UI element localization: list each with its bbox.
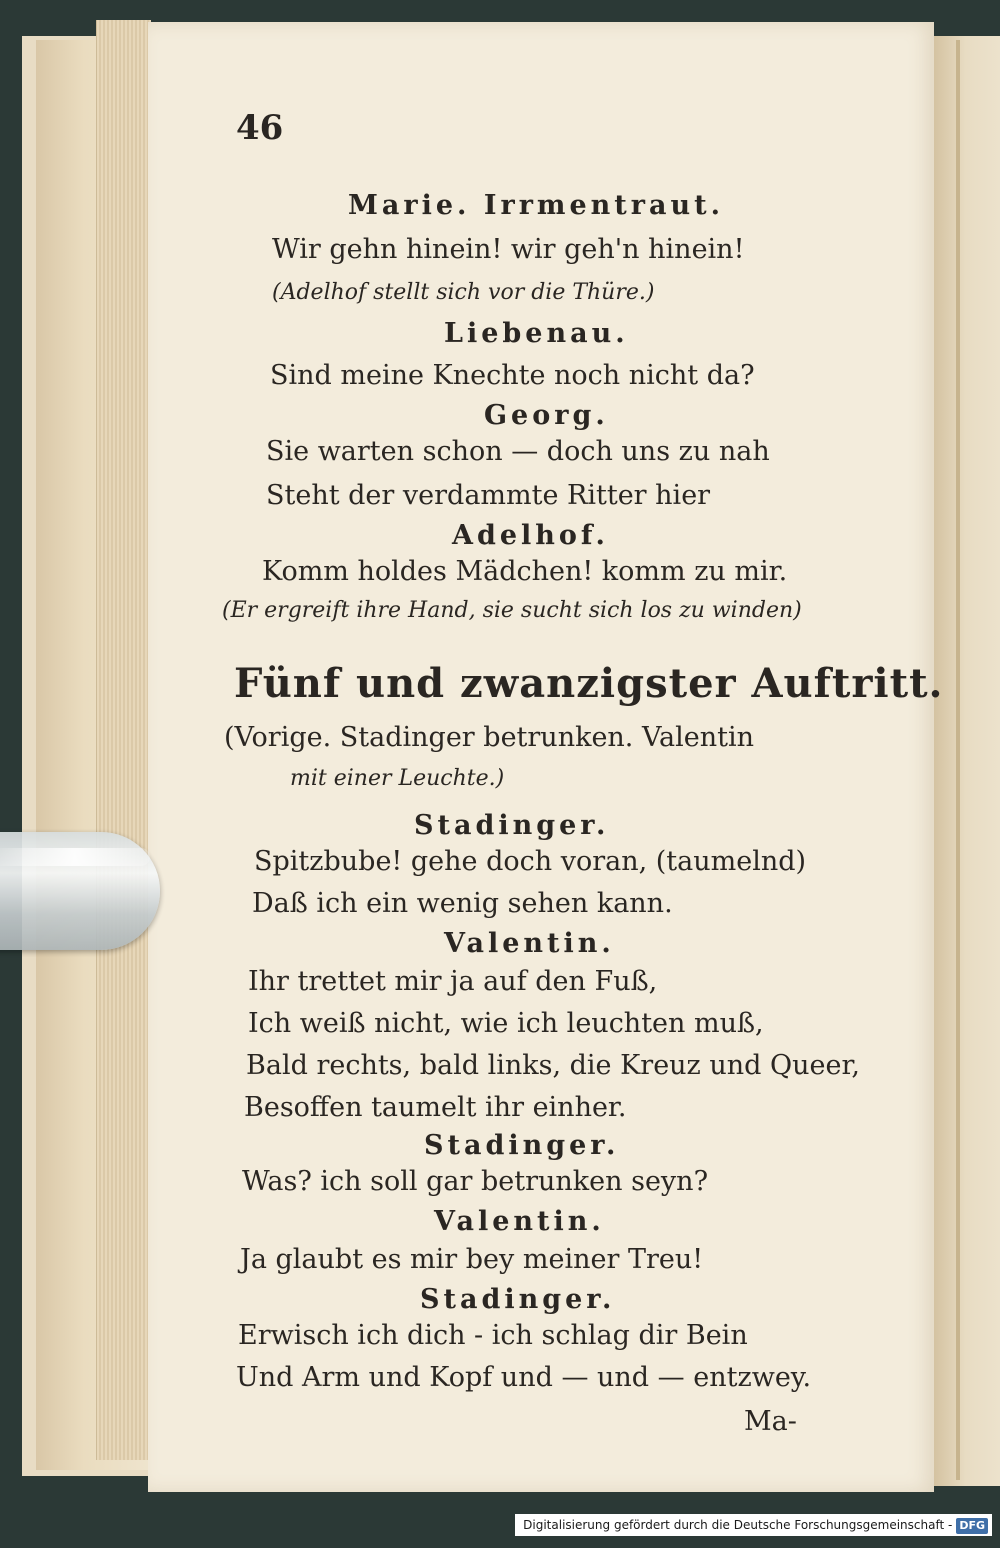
verse-line: Ihr trettet mir ja auf den Fuß, xyxy=(248,966,658,997)
speaker-stadinger: Stadinger. xyxy=(424,1130,620,1161)
page-gutter xyxy=(956,40,960,1480)
verse-line: Daß ich ein wenig sehen kann. xyxy=(252,888,673,919)
verse-line: Wir gehn hinein! wir geh'n hinein! xyxy=(272,234,745,265)
speaker-georg: Georg. xyxy=(484,400,609,431)
page-clip-highlight xyxy=(0,848,150,866)
speaker-stadinger: Stadinger. xyxy=(414,810,610,841)
verse-line: Bald rechts, bald links, die Kreuz und Queer, xyxy=(246,1050,861,1081)
page-stack xyxy=(96,20,151,1460)
speaker-valentin: Valentin. xyxy=(444,928,615,959)
page-number: 46 xyxy=(236,108,284,148)
speaker-valentin: Valentin. xyxy=(434,1206,605,1237)
speaker-stadinger: Stadinger. xyxy=(420,1284,616,1315)
verse-line: Erwisch ich dich - ich schlag dir Bein xyxy=(238,1320,748,1351)
stage-direction: mit einer Leuchte.) xyxy=(290,766,505,791)
verse-line: Komm holdes Mädchen! komm zu mir. xyxy=(262,556,788,587)
verse-line: Sie warten schon — doch uns zu nah xyxy=(266,436,770,467)
catchword: Ma- xyxy=(744,1406,797,1437)
stage-direction: (Er ergreift ihre Hand, sie sucht sich los zu winden) xyxy=(222,598,802,623)
verse-line: Was? ich soll gar betrunken seyn? xyxy=(242,1166,709,1197)
credit-text: Digitalisierung gefördert durch die Deutsche Forschungsgemeinschaft - xyxy=(523,1518,953,1532)
speaker-marie-irrmentraut: Marie. Irrmentraut. xyxy=(348,190,724,221)
stage-direction: (Adelhof stellt sich vor die Thüre.) xyxy=(272,280,655,305)
speaker-liebenau: Liebenau. xyxy=(444,318,629,349)
stage-direction: (Vorige. Stadinger betrunken. Valentin xyxy=(224,722,754,753)
right-page-edge xyxy=(932,36,1000,1486)
dfg-logo: DFG xyxy=(956,1518,988,1534)
verse-line: Besoffen taumelt ihr einher. xyxy=(244,1092,627,1123)
speaker-adelhof: Adelhof. xyxy=(452,520,609,551)
verse-line: Sind meine Knechte noch nicht da? xyxy=(270,360,755,391)
verse-line: Spitzbube! gehe doch voran, (taumelnd) xyxy=(254,846,807,877)
verse-line: Ich weiß nicht, wie ich leuchten muß, xyxy=(248,1008,764,1039)
digitization-credit xyxy=(515,1514,992,1536)
verse-line: Ja glaubt es mir bey meiner Treu! xyxy=(240,1244,704,1275)
book-page xyxy=(148,22,944,1492)
scene-heading: Fünf und zwanzigster Auftritt. xyxy=(234,660,944,707)
verse-line: Steht der verdammte Ritter hier xyxy=(266,480,711,511)
verse-line: Und Arm und Kopf und — und — entzwey. xyxy=(236,1362,812,1393)
